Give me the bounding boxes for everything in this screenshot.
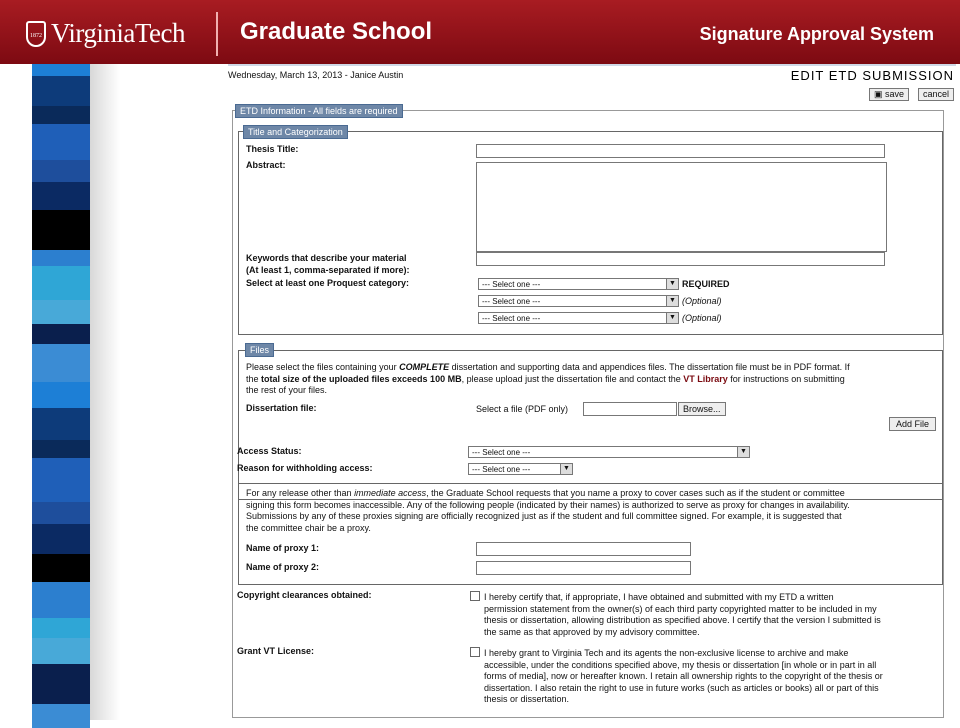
stripe-block [32,664,90,704]
proxy1-input[interactable] [476,542,691,556]
abstract-label: Abstract: [246,160,286,170]
files-line-2 [246,374,936,386]
files-text: the [246,373,262,384]
proxy2-input[interactable] [476,561,691,575]
stripe-block [32,638,90,664]
proquest-label: Select at least one Proquest category: [246,278,410,288]
proxy-line-1 [246,488,936,500]
proquest-select-3[interactable] [478,312,679,324]
cancel-label: cancel [922,89,949,99]
copyright-checkbox[interactable] [470,591,480,601]
decorative-stripe [0,554,92,582]
files-legend: Files [245,343,274,357]
vt-library-link[interactable]: VT Library [683,373,728,384]
chevron-down-icon: ▼ [666,313,678,323]
decorative-stripe [0,124,92,160]
decorative-stripe [0,64,92,76]
decorative-stripe [0,440,92,458]
decorative-stripe [0,76,92,106]
decorative-stripe [0,182,92,210]
file-path-input[interactable] [583,402,677,416]
files-line-3: the rest of your files. [246,385,328,395]
proxy-text: For any release other than [246,488,355,498]
browse-label: Browse... [683,404,721,414]
date-user: Wednesday, March 13, 2013 - Janice Austin [228,70,404,80]
stripe-block [32,266,90,300]
proxy1-label: Name of proxy 1: [246,543,320,553]
stripe-block [32,704,90,728]
decorative-stripe [0,524,92,554]
complete-text: COMPLETE [399,362,450,372]
proxy-line-2: signing this form becomes inaccessible. Any of the following people (indicated by their names) is authorized to serve as proxy for changes in availability. [246,499,850,510]
browse-button[interactable] [678,402,726,416]
withholding-reason-label: Reason for withholding access: [237,463,373,473]
chevron-down-icon: ▼ [666,296,678,306]
files-text: Please select the files containing your [246,362,400,372]
proquest-select-2[interactable] [478,295,679,307]
etd-info-legend: ETD Information - All fields are required [235,104,403,118]
stripe-block [32,382,90,408]
decorative-stripe [0,638,92,664]
required-label: REQUIRED [682,279,730,289]
stripe-block [32,458,90,502]
stripe-block [32,502,90,524]
title-cat-legend: Title and Categorization [243,125,348,139]
chevron-down-icon: ▼ [560,464,572,474]
stripe-block [32,250,90,266]
add-file-label: Add File [896,419,930,429]
select-value: --- Select one --- [482,297,541,306]
license-label: Grant VT License: [237,646,315,656]
withholding-reason-select[interactable] [468,463,573,475]
vt-seal-icon: 1872 [26,21,46,47]
thesis-title-input[interactable] [476,144,885,158]
main-content [228,64,956,720]
decorative-stripe [0,250,92,266]
logo-text: VirginiaTech [51,18,185,48]
files-line-1 [246,362,936,374]
license-checkbox[interactable] [470,647,480,657]
select-file-label: Select a file (PDF only) [476,404,569,414]
decorative-stripe [0,266,92,300]
stripe-block [32,582,90,618]
stripe-block [32,182,90,210]
decorative-stripe [0,300,92,324]
proquest-select-1[interactable] [478,278,679,290]
copyright-line: permission statement from the owner(s) of each third party copyrighted matter to be included in my [484,603,877,614]
abstract-textarea[interactable] [476,162,887,252]
keywords-label-1: Keywords that describe your material [246,253,407,263]
license-line: accessible, under the conditions specified above, my thesis or dissertation [in whole or in part in all [484,659,877,670]
decorative-stripe [0,344,92,382]
top-rule [228,64,956,66]
vt-logo[interactable] [26,18,185,49]
strip-shadow [90,64,120,720]
decorative-stripe [0,106,92,124]
copyright-line: thesis or dissertation, allowing distribution as specified above. I certify that the version I submitted is [484,615,881,625]
stripe-block [32,106,90,124]
files-text: , please upload just the dissertation file and contact the [461,373,684,384]
access-status-label: Access Status: [237,446,302,456]
stripe-block [32,324,90,344]
save-label: save [884,89,904,99]
select-value: --- Select one --- [472,448,531,457]
decorative-stripe [0,210,92,250]
stripe-block [32,408,90,440]
license-text [484,648,924,706]
optional-label-2: (Optional) [682,313,722,323]
decorative-stripe [0,664,92,704]
decorative-stripe [0,582,92,618]
proxy-text-italic: immediate access [354,488,427,498]
cancel-button[interactable] [918,88,954,101]
toolbar [869,88,954,101]
copyright-indent-fix [470,603,478,604]
copyright-line: the same as that approved by my advisory committee. [484,626,700,637]
stripe-block [32,124,90,160]
proxy2-label: Name of proxy 2: [246,562,320,572]
select-value: --- Select one --- [472,465,531,474]
decorative-stripe [0,502,92,524]
decorative-stripe [0,408,92,440]
thesis-title-label: Thesis Title: [246,144,299,154]
chevron-down-icon: ▼ [666,279,678,289]
license-line: I hereby grant to Virginia Tech and its agents the non-exclusive license to archive and make [484,648,849,658]
header-divider [216,12,218,56]
stripe-block [32,618,90,638]
optional-label-1: (Optional) [682,296,722,306]
stripe-block [32,554,90,582]
save-button[interactable]: ▣ save [869,88,909,101]
header-bar [0,0,960,64]
proxy-line-4: the committee chair be a proxy. [246,522,371,533]
stripe-block [32,344,90,382]
select-value: --- Select one --- [482,280,541,289]
stripe-block [32,300,90,324]
decorative-stripe [0,618,92,638]
license-line: thesis or dissertation. [484,694,570,704]
keywords-input[interactable] [476,252,885,266]
system-title: Signature Approval System [699,24,934,44]
copyright-text [484,592,924,638]
copyright-line: I hereby certify that, if appropriate, I have obtained and submitted with my ETD a written [484,592,834,602]
proxy-instructions [246,488,936,534]
decorative-stripe [0,382,92,408]
files-text: for instructions on submitting [727,373,845,384]
keywords-label-2: (At least 1, comma-separated if more): [246,265,410,275]
access-status-select[interactable] [468,446,750,458]
school-title: Graduate School [240,18,433,45]
decorative-stripe [0,458,92,502]
decorative-stripe [0,160,92,182]
stripe-block [32,440,90,458]
stripe-block [32,210,90,250]
decorative-stripe [0,324,92,344]
page-title: EDIT ETD SUBMISSION [790,68,954,83]
stripe-block [32,64,90,76]
stripe-block [32,524,90,554]
chevron-down-icon: ▼ [737,447,749,457]
files-instructions [246,362,936,397]
proxy-text: , the Graduate School requests that you name a proxy to cover cases such as if the student or committee [426,488,845,498]
copyright-label: Copyright clearances obtained: [237,590,372,600]
stripe-block [32,76,90,106]
decorative-stripe [0,704,92,728]
stripe-block [32,160,90,182]
license-line: forms of media], now or hereafter known. I retain all ownership rights to the copyright of the thesis or [484,671,883,681]
size-limit-text: total size of the uploaded files exceeds 100 MB [261,373,462,384]
select-value: --- Select one --- [482,314,541,323]
files-text: dissertation and supporting data and appendices files. The dissertation file must be in PDF format. If [449,362,850,372]
proxy-line-3: Submissions by any of these proxies signing are officially recognized just as if the student and full committee signed. For example, it is suggested that [246,511,842,521]
add-file-button[interactable] [889,417,936,431]
license-line: dissertation. I also retain the right to use in future works (such as articles or books) all or part of this [484,682,879,693]
dissertation-file-label: Dissertation file: [246,403,317,413]
